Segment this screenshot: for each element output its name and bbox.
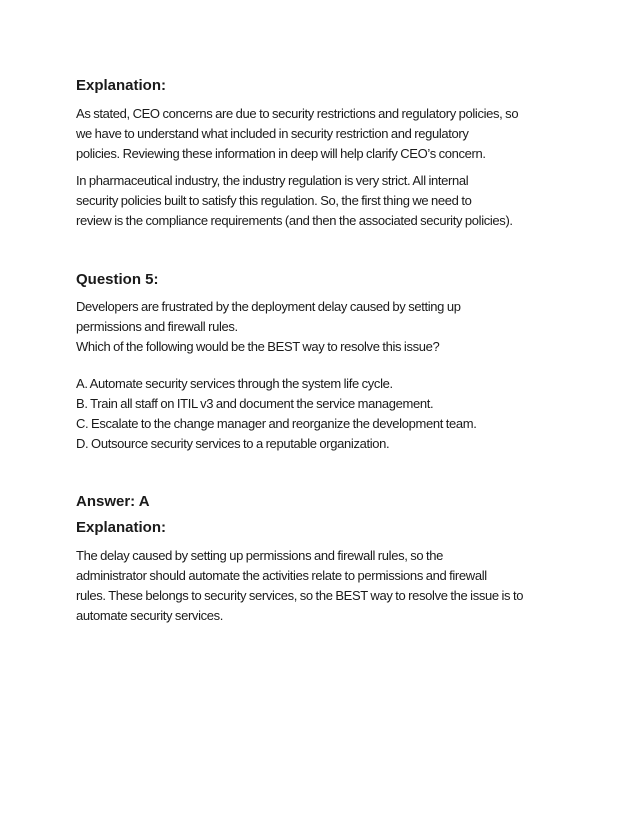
- text-line: Developers are frustrated by the deployment delay caused by setting up: [76, 299, 461, 314]
- explanation-paragraph-2: [76, 171, 576, 231]
- text-line: policies. Reviewing these information in deep will help clarify CEO’s concern.: [76, 146, 486, 161]
- text-line: review is the compliance requirements (and then the associated security policies).: [76, 213, 513, 228]
- question-stem: [76, 297, 576, 357]
- question-heading: Question 5:: [76, 271, 159, 288]
- option-b: B. Train all staff on ITIL v3 and document the service management.: [76, 396, 434, 411]
- answer-explanation-heading: Explanation:: [76, 519, 167, 536]
- answer-heading: Answer: A: [76, 493, 150, 510]
- option-a: A. Automate security services through the system life cycle.: [76, 376, 393, 391]
- explanation-paragraph-1: [76, 104, 576, 164]
- answer-options: [76, 374, 576, 454]
- text-line: In pharmaceutical industry, the industry regulation is very strict. All internal: [76, 173, 469, 188]
- option-d: D. Outsource security services to a reputable organization.: [76, 436, 390, 451]
- text-line: Which of the following would be the BEST way to resolve this issue?: [76, 339, 440, 354]
- text-line: As stated, CEO concerns are due to security restrictions and regulatory policies, so: [76, 106, 519, 121]
- text-line: permissions and firewall rules.: [76, 319, 238, 334]
- option-c: C. Escalate to the change manager and reorganize the development team.: [76, 416, 477, 431]
- text-line: we have to understand what included in security restriction and regulatory: [76, 126, 469, 141]
- text-line: rules. These belongs to security services, so the BEST way to resolve the issue is to: [76, 588, 524, 603]
- text-line: security policies built to satisfy this regulation. So, the first thing we need to: [76, 193, 472, 208]
- explanation-heading: Explanation:: [76, 77, 167, 94]
- text-line: The delay caused by setting up permissions and firewall rules, so the: [76, 548, 444, 563]
- text-line: administrator should automate the activities relate to permissions and firewall: [76, 568, 487, 583]
- text-line: automate security services.: [76, 608, 224, 623]
- answer-explanation: [76, 546, 576, 626]
